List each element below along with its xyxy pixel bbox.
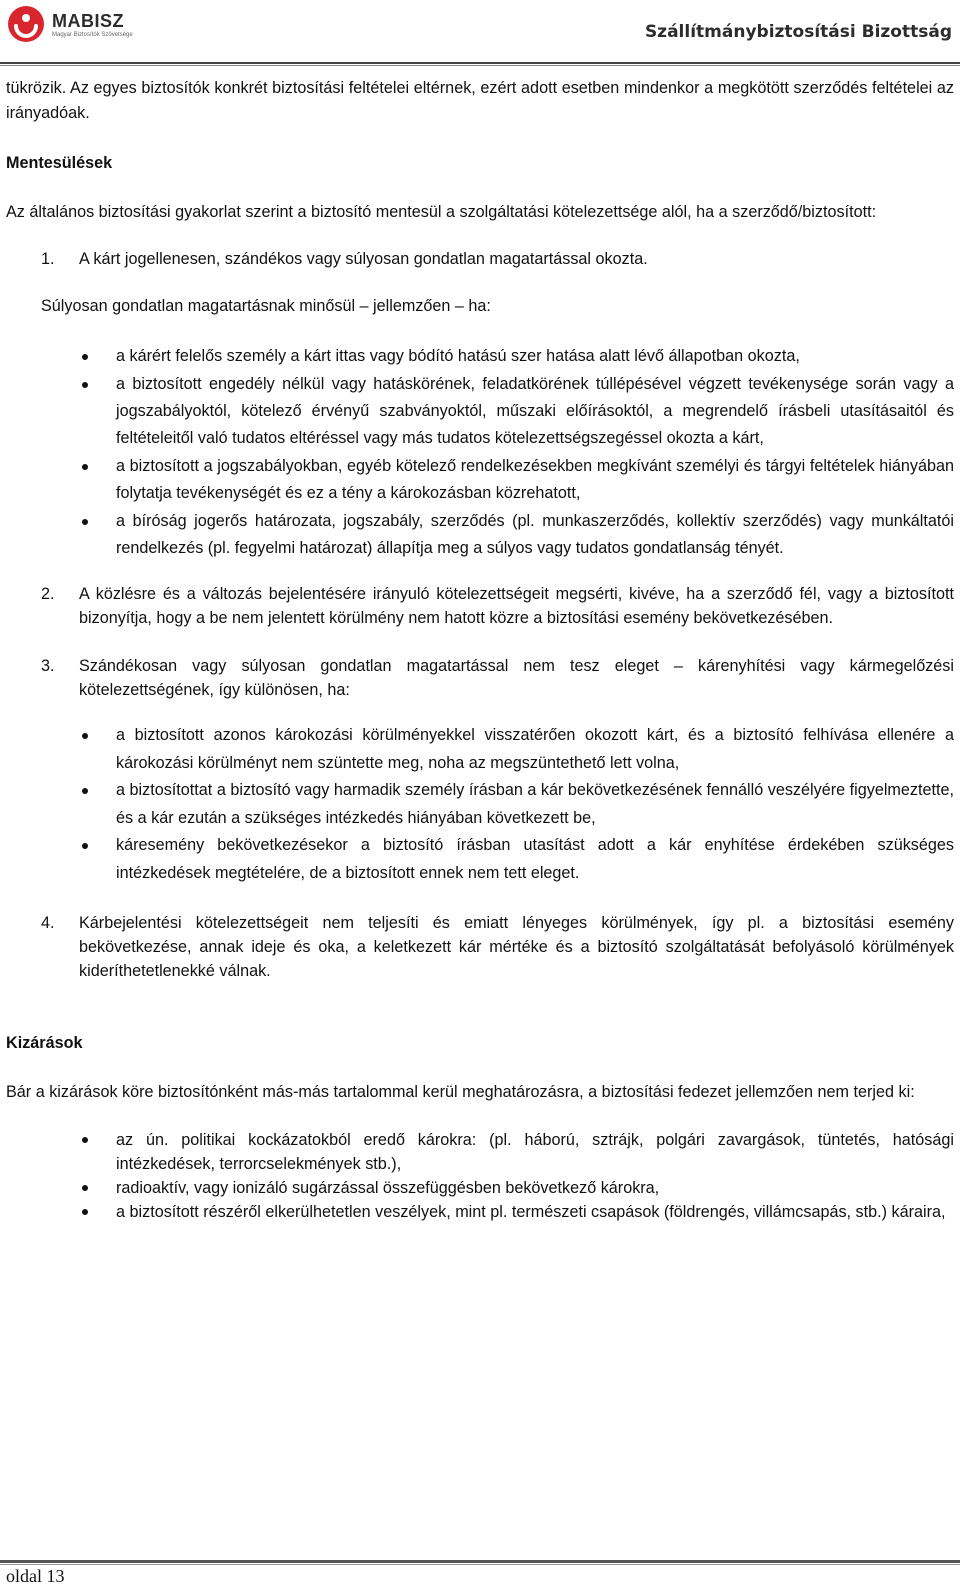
document-body [6,70,954,1224]
bullet-icon [82,464,88,470]
bullet-icon [82,354,88,360]
list-item: a bíróság jogerős határozata, jogszabály, szerződés (pl. munkaszerződés, kollektív szerződés) vagy munkáltatói rendelkezés (pl. fegyelmi határozat) állapítja meg a súlyos vagy tudatos gondatlanság tényét. [6,508,954,562]
list-item: radioaktív, vagy ionizáló sugárzással összefüggésben bekövetkező károkra, [6,1176,954,1200]
item-number: 4. [41,914,55,932]
gross-negligence-list [6,343,954,562]
item-text: A közlésre és a változás bejelentésére irányuló kötelezettségeit megsérti, kivéve, ha a szerződő fél, vagy a biztosított bizonyítja, hogy a be nem jelentett körülmény nem hatott közre a biztosítási esemény bekövetkezésében. [79,585,954,627]
exemption-item-2 [6,582,954,630]
mitigation-list [6,722,954,887]
bullet-icon [82,382,88,388]
bullet-icon [82,788,88,794]
bullet-icon [82,1185,88,1191]
header-divider-thin [0,65,960,66]
item-text: A kárt jogellenesen, szándékos vagy súlyosan gondatlan magatartással okozta. [79,250,648,268]
kizarasok-intro: Bár a kizárások köre biztosítónként más-más tartalommal kerül meghatározásra, a biztosítási fedezet jellemzően nem terjed ki: [6,1083,915,1101]
list-item: a biztosított azonos károkozási körülményekkel visszatérően okozott kárt, és a biztosító felhívása ellenére a károkozási körülményt nem szüntette meg, noha az megszüntethető lett volna, [6,722,954,777]
list-item: a biztosított engedély nélkül vagy hatáskörének, feladatkörének túllépésével végzett tevékenysége során vagy a jogszabályoktól, kötelező érvényű szabványoktól, műszaki előírásoktól, a megrendelő írásbeli utasításaitól és feltételeitől való tudatos eltéréssel vagy más tudatos kötelezettségszegéssel okozta a kárt, [6,371,954,452]
footer-divider [0,1560,960,1563]
item-text: Szándékosan vagy súlyosan gondatlan magatartással nem tesz eleget – kárenyhítési vagy kármegelőzési kötelezettségének, így különösen, ha: [79,657,954,699]
logo-text: MABISZ [52,11,124,31]
page-header [0,0,960,66]
list-item: az ún. politikai kockázatokból eredő károkra: (pl. háború, sztrájk, polgári zavargások, tüntetés, hatósági intézkedések, terrorcselekmények stb.), [6,1128,954,1176]
mabisz-logo [6,4,146,44]
gross-negligence-intro: Súlyosan gondatlan magatartásnak minősül – jellemzően – ha: [41,297,491,315]
logo-emblem-icon [6,4,46,44]
item-number: 1. [41,250,55,268]
bullet-icon [82,843,88,849]
list-item: a biztosítottat a biztosító vagy harmadik személy írásban a kár bekövetkezésének fennálló veszélyére figyelmeztette, és a kár ezután a szükséges intézkedés hiányában következett be, [6,777,954,832]
item-number: 3. [41,657,55,675]
exemption-item-1 [6,247,954,272]
footer-divider-thin [0,1564,960,1565]
mentesulesek-intro: Az általános biztosítási gyakorlat szerint a biztosító mentesül a szolgáltatási kötelezettsége alól, ha a szerződő/biztosított: [6,203,877,221]
logo-subtitle: Magyar Biztosítók Szövetsége [52,32,133,38]
section-heading-kizarasok: Kizárások [6,1034,83,1052]
page-number: oldal 13 [6,1566,65,1586]
list-item: káresemény bekövetkezésekor a biztosító írásban utasítást adott a kár enyhítése érdekében szükséges intézkedések megtételére, de a biztosított ennek nem tett eleget. [6,832,954,887]
bullet-icon [82,519,88,525]
exemption-item-4 [6,911,954,983]
list-item: a biztosított részéről elkerülhetetlen veszélyek, mint pl. természeti csapások (földrengés, villámcsapás, stb.) káraira, [6,1200,954,1224]
item-text: Kárbejelentési kötelezettségeit nem teljesíti és emiatt lényeges körülmények, így pl. a biztosítási esemény bekövetkezése, annak ideje és oka, a keletkezett kár mértéke és a biztosító szolgáltatását befolyásoló körülmények kideríthetetlenekké válnak. [79,914,954,980]
intro-paragraph: tükrözik. Az egyes biztosítók konkrét biztosítási feltételei eltérnek, ezért adott esetben mindenkor a megkötött szerződés feltételei az irányadóak. [6,79,954,122]
bullet-icon [82,733,88,739]
bullet-icon [82,1209,88,1215]
item-number: 2. [41,585,55,603]
bullet-icon [82,1137,88,1143]
list-item: a kárért felelős személy a kárt ittas vagy bódító hatású szer hatása alatt lévő állapotban okozta, [6,343,954,370]
exclusions-list [6,1128,954,1224]
section-heading-mentesulesek: Mentesülések [6,154,113,172]
header-title: Szállítmánybiztosítási Bizottság [644,22,952,42]
exemption-item-3 [6,654,954,702]
header-divider [0,62,960,64]
list-item: a biztosított a jogszabályokban, egyéb kötelező rendelkezésekben megkívánt személyi és tárgyi feltételek hiányában folytatja tevékenységét és ez a tény a károkozásban közrehatott, [6,453,954,507]
